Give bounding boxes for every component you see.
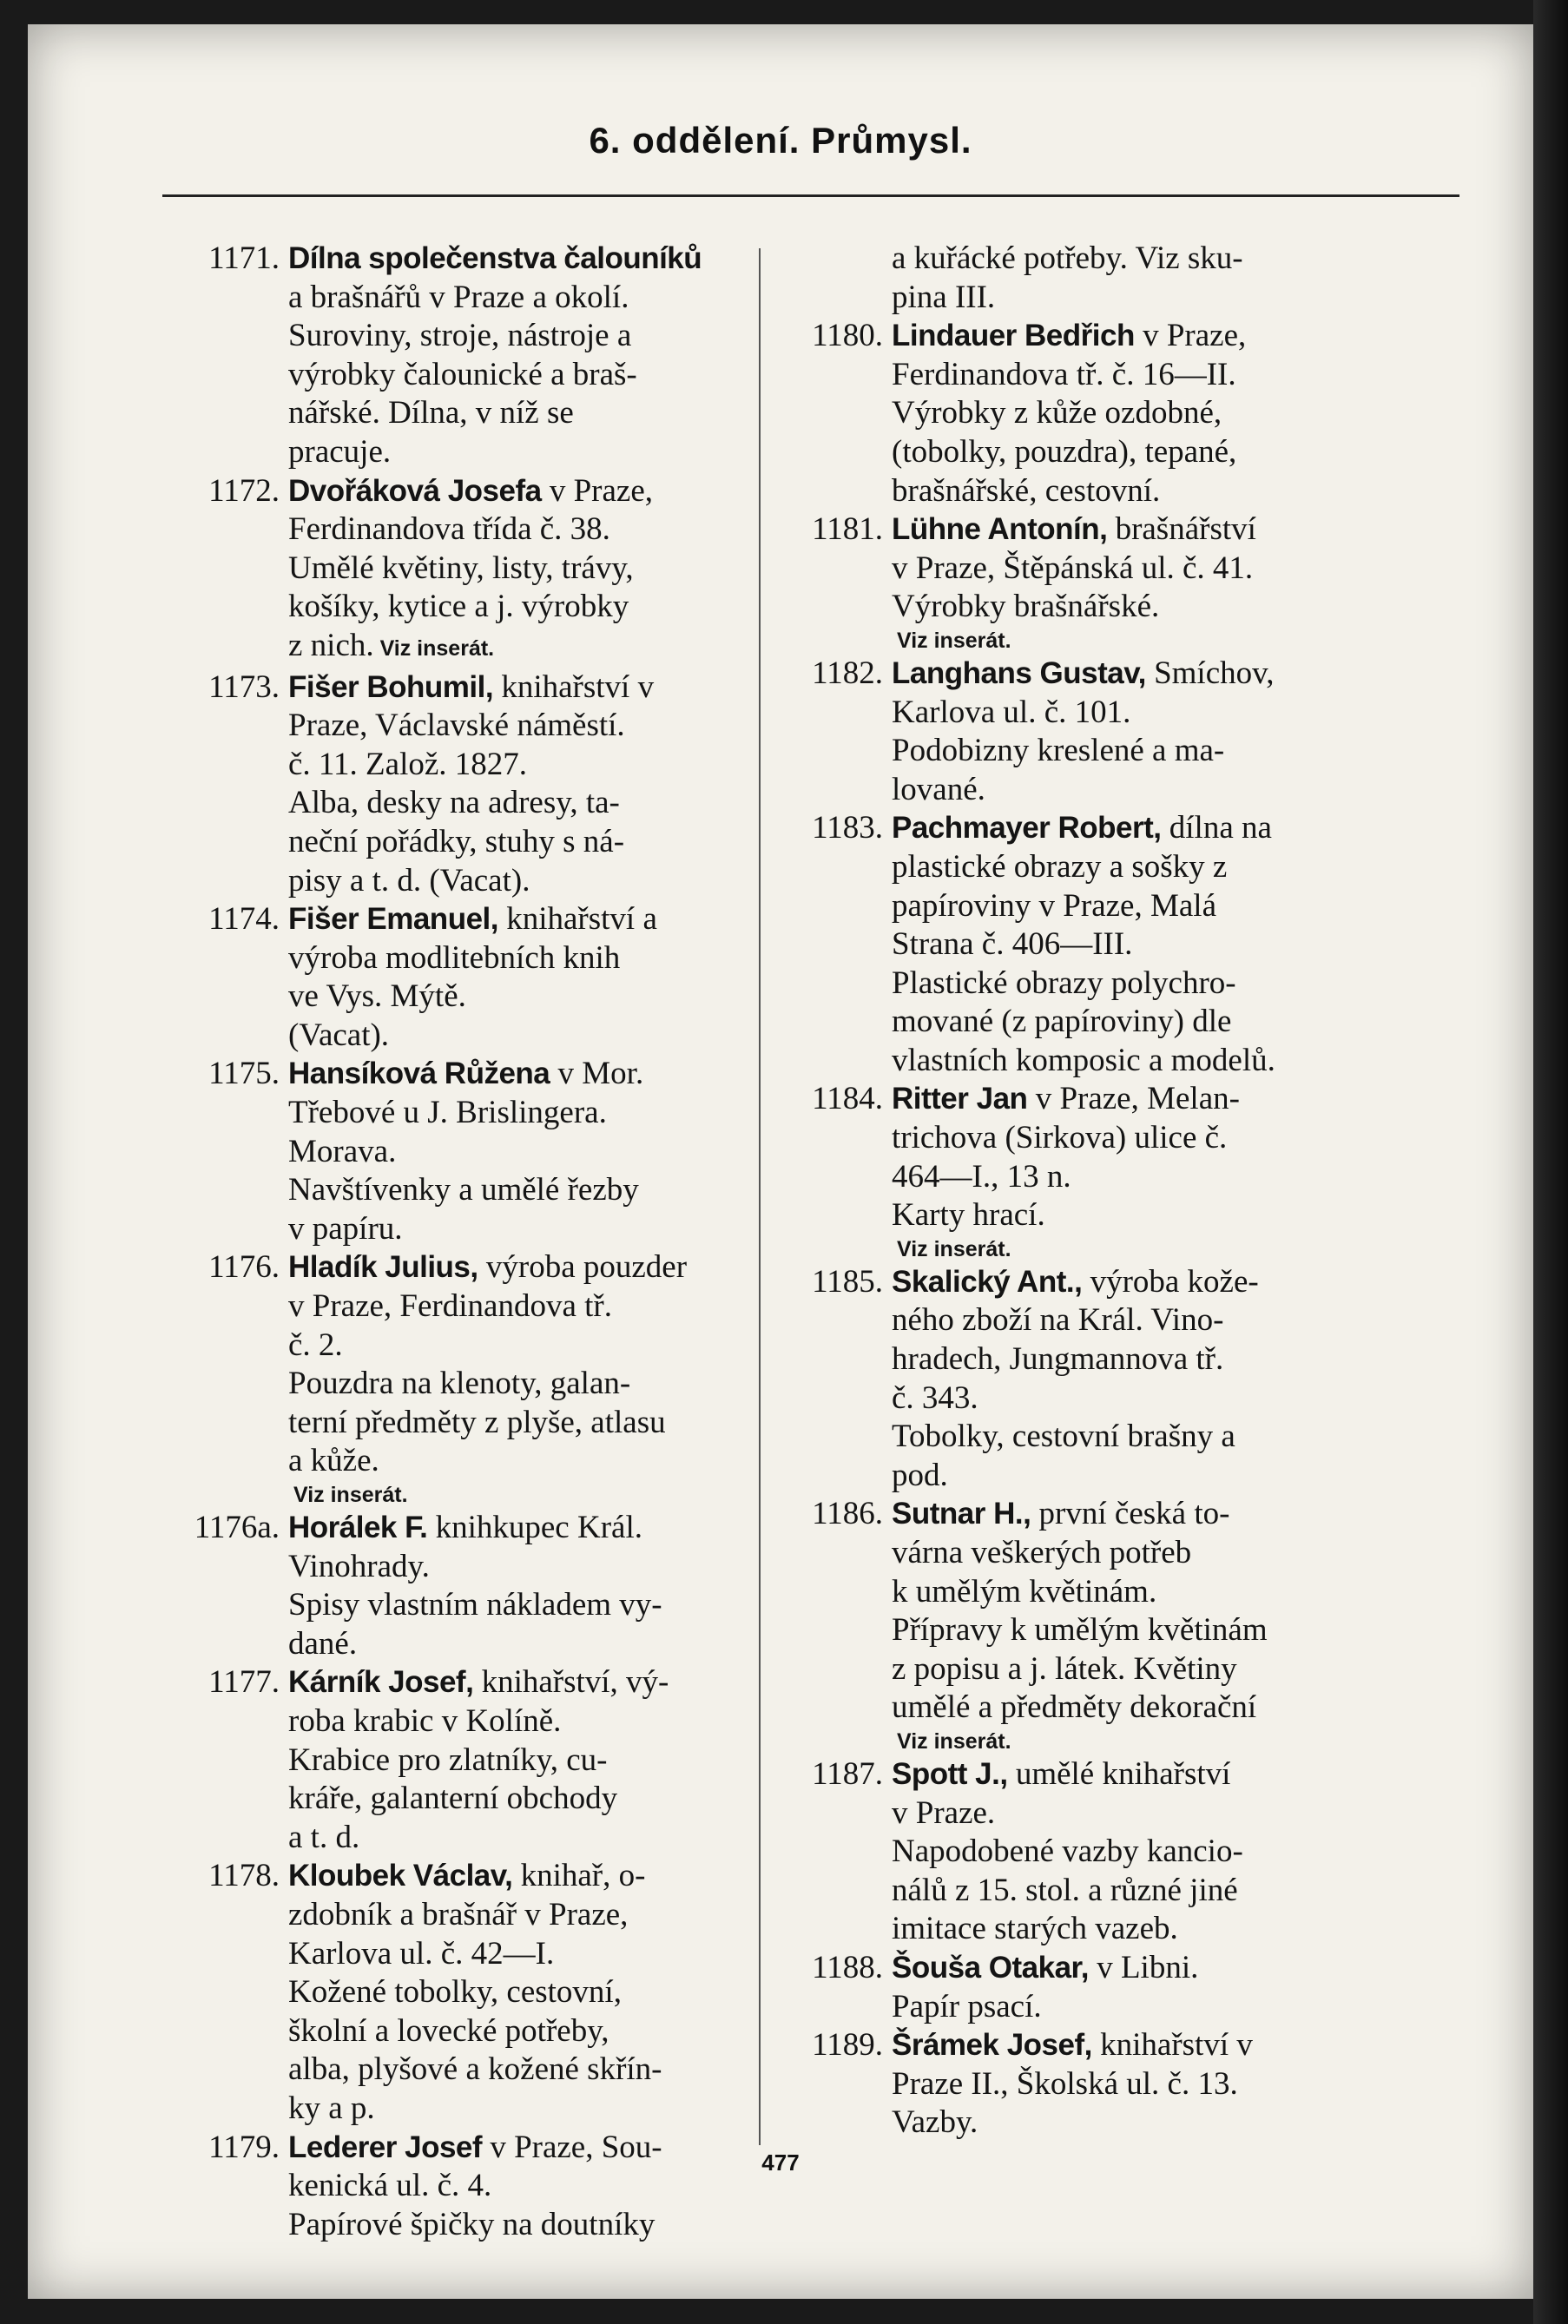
page-header: 6. oddělení. Průmysl. [589, 120, 972, 161]
entry-first-line [288, 1663, 753, 1702]
entry-number: 1174. [208, 901, 280, 938]
entry-line: papíroviny v Praze, Malá [892, 887, 1216, 924]
page-number: 477 [761, 2150, 800, 2176]
entry-number: 1172. [208, 472, 280, 509]
entry-line: (Vacat). [288, 1017, 390, 1053]
exhibitor-name: Kloubek Václav, [288, 1859, 513, 1893]
catalog-entry [774, 809, 1382, 1080]
entry-first-line [288, 1055, 753, 1094]
entry-first-line [892, 1080, 1382, 1119]
entry-line: Ferdinandova třída č. 38. [288, 511, 610, 548]
entry-first-line [892, 1263, 1382, 1302]
entry-line: Suroviny, stroje, nástroje a [288, 318, 632, 354]
catalog-entry [171, 1248, 753, 1509]
entry-text: umělé knihařství [1007, 1755, 1231, 1792]
entry-line: ky a p. [288, 2090, 375, 2126]
entry-line: Spisy vlastním nákladem vy- [288, 1587, 662, 1623]
catalog-entry [774, 1755, 1382, 1949]
entry-line: vlastních komposic a modelů. [892, 1042, 1275, 1078]
right-column [774, 240, 1382, 2143]
catalog-entry [171, 1857, 753, 2128]
continued-text [774, 240, 1382, 317]
entry-text: dílna na [1161, 810, 1272, 846]
exhibitor-name: Kárník Josef, [288, 1665, 474, 1700]
catalog-entry [171, 472, 753, 668]
entry-line: Napodobené vazby kancio- [892, 1834, 1243, 1870]
entry-line: lované. [892, 771, 985, 807]
entry-line: Praze II., Školská ul. č. 13. [892, 2065, 1238, 2102]
entry-number: 1183. [812, 810, 883, 846]
entry-line: Papír psací. [892, 1988, 1042, 2024]
exhibitor-name: Hladík Julius, [288, 1250, 478, 1285]
entry-line: alba, plyšové a kožené skřín- [288, 2051, 662, 2088]
entry-line: v Praze. [892, 1794, 996, 1831]
exhibitor-name: Sutnar H., [892, 1497, 1031, 1531]
entry-line: Navštívenky a umělé řezby [288, 1172, 639, 1208]
entry-line: Krabice pro zlatníky, cu- [288, 1741, 608, 1778]
entry-number: 1179. [208, 2129, 280, 2165]
exhibitor-name: Horálek F. [288, 1511, 428, 1544]
entry-line: a kůže. [288, 1443, 379, 1479]
entry-line: neční pořádky, stuhy s ná- [288, 823, 625, 859]
entry-number: 1171. [208, 240, 280, 276]
entry-line: košíky, kytice a j. výrobky [288, 589, 629, 625]
catalog-entry [774, 317, 1382, 510]
inserat-note: Viz inserát. [897, 628, 1011, 653]
entry-line: Plastické obrazy polychro- [892, 964, 1236, 1001]
catalog-entry [171, 2129, 753, 2245]
entry-line: ve Vys. Mýtě. [288, 978, 466, 1015]
entry-line: Ferdinandova tř. č. 16—II. [892, 356, 1236, 392]
entry-first-line [288, 1857, 753, 1896]
entry-line: č. 11. Založ. 1827. [288, 746, 528, 782]
entry-line: kráře, galanterní obchody [288, 1781, 618, 1817]
entry-line: kenická ul. č. 4. [288, 2168, 492, 2204]
column-divider [759, 248, 761, 2145]
entry-first-line [892, 510, 1382, 550]
entry-line: 464—I., 13 n. [892, 1158, 1071, 1195]
entry-line: výrobky čalounické a braš- [288, 356, 637, 392]
entry-line: roba krabic v Kolíně. [288, 1702, 562, 1739]
entry-text: výroba pouzder [478, 1249, 688, 1286]
exhibitor-name: Dílna společenstva čalouníků [288, 241, 702, 275]
exhibitor-name: Lindauer Bedřich [892, 319, 1135, 353]
entry-text: knihařství, vý- [473, 1664, 669, 1701]
entry-text: v Praze, [1134, 318, 1247, 354]
entry-line: várna veškerých potřeb [892, 1535, 1192, 1570]
entry-text: Smíchov, [1145, 655, 1275, 691]
entry-line: Pouzdra na klenoty, galan- [288, 1366, 631, 1402]
catalog-entry [774, 1495, 1382, 1755]
entry-line: brašnářské, cestovní. [892, 472, 1161, 509]
exhibitor-name: Spott J., [892, 1756, 1008, 1791]
entry-number: 1187. [812, 1755, 883, 1792]
entry-first-line [892, 809, 1382, 848]
exhibitor-name: Fišer Emanuel, [288, 902, 498, 937]
entry-number: 1181. [812, 511, 883, 548]
entry-line: a kuřácké potřeby. Viz sku- [892, 240, 1243, 276]
entry-first-line [892, 2026, 1382, 2065]
entry-line: hradech, Jungmannova tř. [892, 1341, 1224, 1378]
exhibitor-name: Lederer Josef [288, 2130, 483, 2164]
entry-line: nářské. Dílna, v níž se [288, 395, 574, 431]
catalog-entry [171, 240, 753, 472]
entry-line: Strana č. 406—III. [892, 926, 1133, 963]
entry-first-line [892, 317, 1382, 356]
entry-text: v Libni. [1088, 1949, 1199, 1985]
inserat-note: Viz inserát. [373, 635, 495, 661]
entry-text: knihař, o- [512, 1858, 646, 1894]
entry-line: pina III. [892, 279, 996, 315]
entry-line: č. 343. [892, 1379, 978, 1416]
entry-line: terní předměty z plyše, atlasu [288, 1404, 666, 1440]
entry-line: pisy a t. d. (Vacat). [288, 862, 530, 899]
entry-line: Karty hrací. [892, 1197, 1045, 1234]
entry-first-line [892, 1949, 1382, 1988]
catalog-entry [171, 1663, 753, 1857]
entry-line: pod. [892, 1457, 948, 1493]
entry-line: výroba modlitebních knih [288, 939, 621, 976]
entry-text: v Praze, [541, 472, 654, 509]
page-edge [1533, 0, 1568, 2324]
exhibitor-name: Fišer Bohumil, [288, 669, 494, 704]
entry-number: 1176. [208, 1249, 280, 1286]
entry-line: trichova (Sirkova) ulice č. [892, 1120, 1228, 1156]
exhibitor-name: Skalický Ant., [892, 1264, 1083, 1299]
entry-line: plastické obrazy a sošky z [892, 848, 1228, 885]
entry-text: v Praze, Sou- [482, 2129, 662, 2165]
inserat-note: Viz inserát. [293, 1483, 408, 1507]
entry-text: knihařství v [493, 668, 655, 705]
entry-line: dané. [288, 1625, 358, 1662]
exhibitor-name: Ritter Jan [892, 1082, 1028, 1116]
entry-line: zdobník a brašnář v Praze, [288, 1896, 629, 1932]
entry-first-line [288, 668, 753, 708]
entry-line: Výrobky brašnářské. [892, 589, 1160, 625]
entry-line: imitace starých vazeb. [892, 1911, 1178, 1947]
entry-line: Umělé květiny, listy, trávy, [288, 550, 634, 586]
entry-text: výroba kože- [1082, 1263, 1259, 1300]
entry-first-line [288, 240, 753, 279]
entry-line: nálů z 15. stol. a různé jiné [892, 1872, 1238, 1908]
exhibitor-name: Langhans Gustav, [892, 655, 1146, 690]
entry-number: 1189. [812, 2027, 883, 2064]
entry-number: 1180. [812, 318, 883, 354]
entry-line: č. 2. [288, 1327, 343, 1363]
entry-first-line [892, 1755, 1382, 1794]
entry-line: Praze, Václavské náměstí. [288, 708, 625, 744]
entry-number: 1188. [812, 1949, 883, 1985]
entry-text: knihařství v [1091, 2027, 1253, 2064]
entry-line: Vazby. [892, 2104, 978, 2141]
entry-text: z nich. [288, 627, 374, 663]
entry-line: v Praze, Štěpánská ul. č. 41. [892, 550, 1254, 586]
catalog-entry [774, 1080, 1382, 1262]
entry-number: 1177. [208, 1664, 280, 1701]
entry-line: umělé a předměty dekorační [892, 1689, 1257, 1726]
entry-line: a brašnářů v Praze a okolí. [288, 279, 629, 315]
entry-line: z popisu a j. látek. Květiny [892, 1650, 1237, 1687]
catalog-entry [774, 2026, 1382, 2143]
left-column [171, 240, 753, 2244]
exhibitor-name: Pachmayer Robert, [892, 811, 1162, 846]
catalog-entry [171, 1509, 753, 1663]
entry-line: Výrobky z kůže ozdobné, [892, 395, 1222, 431]
catalog-entry [774, 510, 1382, 655]
catalog-entry [774, 1263, 1382, 1496]
entry-line: mované (z papíroviny) dle [892, 1004, 1232, 1040]
entry-line: Přípravy k umělým květinám [892, 1612, 1268, 1649]
entry-text: v Mor. [550, 1056, 644, 1092]
entry-text: knihkupec Král. [427, 1510, 642, 1545]
catalog-entry [171, 668, 753, 901]
catalog-entry [171, 900, 753, 1055]
header-rule [162, 194, 1459, 197]
inserat-note: Viz inserát. [897, 1236, 1011, 1261]
exhibitor-name: Šouša Otakar, [892, 1950, 1089, 1985]
entry-line: (tobolky, pouzdra), tepané, [892, 433, 1237, 470]
inserat-note: Viz inserát. [897, 1728, 1011, 1754]
entry-line: v Praze, Ferdinandova tř. [288, 1288, 612, 1325]
entry-text: v Praze, Melan- [1027, 1081, 1240, 1117]
entry-line: školní a lovecké potřeby, [288, 2012, 609, 2049]
entry-text: první česká to- [1031, 1496, 1230, 1532]
exhibitor-name: Lühne Antonín, [892, 512, 1108, 547]
entry-line: Tobolky, cestovní brašny a [892, 1419, 1235, 1455]
entry-line [288, 627, 753, 668]
exhibitor-name: Hansíková Růžena [288, 1057, 550, 1091]
exhibitor-name: Dvořáková Josefa [288, 473, 542, 508]
entry-line: a t. d. [288, 1819, 360, 1855]
entry-line: Třebové u J. Brislingera. [288, 1095, 607, 1131]
entry-first-line [892, 1495, 1382, 1534]
entry-number: 1173. [208, 668, 280, 705]
entry-first-line [288, 900, 753, 939]
entry-text: knihařství a [497, 901, 657, 938]
entry-number: 1182. [812, 655, 883, 691]
entry-number: 1184. [812, 1081, 883, 1117]
entry-line: Karlova ul. č. 42—I. [288, 1935, 555, 1972]
entry-line: Alba, desky na adresy, ta- [288, 785, 620, 821]
catalog-entry [774, 1949, 1382, 2026]
entry-number: 1175. [208, 1056, 280, 1092]
entry-first-line [288, 472, 753, 511]
entry-line: v papíru. [288, 1210, 403, 1247]
book-page [28, 24, 1533, 2299]
entry-line: Morava. [288, 1133, 397, 1169]
entry-line: Vinohrady. [288, 1548, 430, 1584]
entry-line: pracuje. [288, 433, 392, 470]
entry-text: brašnářství [1107, 511, 1256, 548]
entry-line: Karlova ul. č. 101. [892, 694, 1131, 730]
entry-first-line [288, 1509, 753, 1548]
catalog-entry [171, 1055, 753, 1248]
entry-first-line [288, 1248, 753, 1287]
catalog-entry [774, 655, 1382, 809]
entry-line: Papírové špičky na doutníky [288, 2206, 656, 2242]
entry-line: Kožené tobolky, cestovní, [288, 1974, 622, 2011]
exhibitor-name: Šrámek Josef, [892, 2028, 1092, 2063]
entry-line: ného zboží na Král. Vino- [892, 1302, 1224, 1339]
entry-number: 1176a. [194, 1510, 280, 1545]
entry-line: Podobizny kreslené a ma- [892, 733, 1225, 769]
entry-number: 1185. [812, 1263, 883, 1300]
entry-number: 1178. [208, 1858, 280, 1894]
entry-line: k umělým květinám. [892, 1573, 1157, 1610]
entry-number: 1186. [812, 1496, 883, 1532]
entry-first-line [892, 655, 1382, 694]
